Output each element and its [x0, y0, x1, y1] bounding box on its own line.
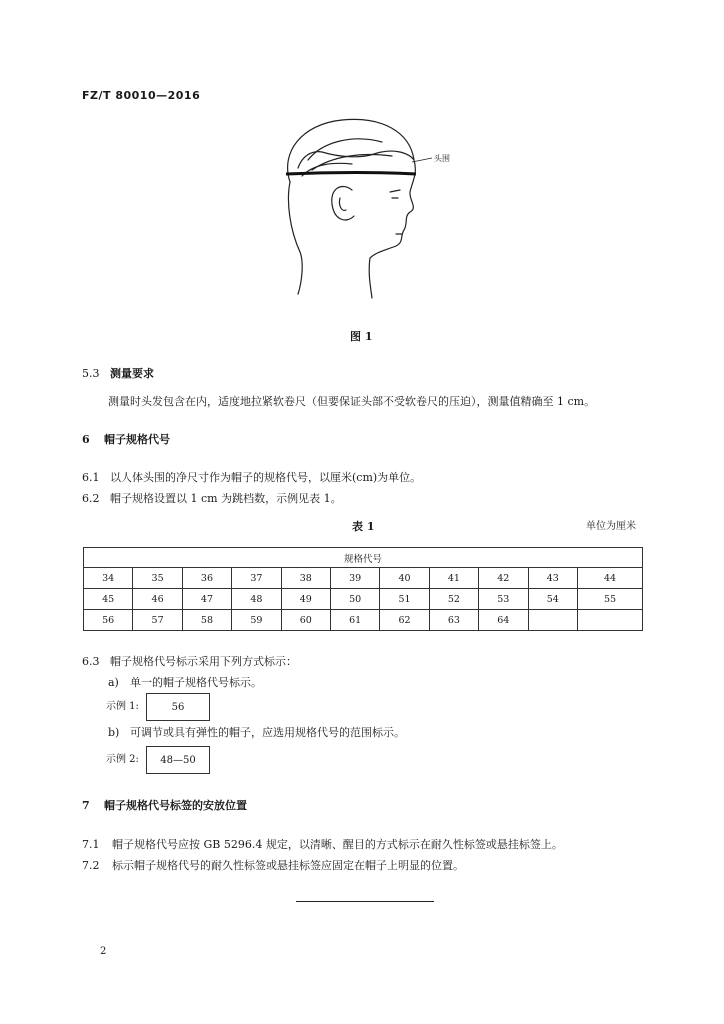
back-of-head	[288, 182, 302, 294]
table-cell	[528, 610, 577, 631]
callout-leader-line	[412, 158, 432, 162]
figure-caption: 图 1	[350, 330, 373, 343]
section-5-3-title: 测量要求	[110, 367, 154, 380]
example-2-box: 48—50	[146, 746, 210, 774]
table-cell: 47	[182, 589, 231, 610]
head-circumference-line	[286, 173, 416, 175]
table-cell: 51	[380, 589, 429, 610]
table-cell: 46	[133, 589, 182, 610]
example-2-label: 示例 2:	[106, 754, 139, 765]
section-7-2-number: 7.2	[82, 859, 100, 872]
table-cell: 43	[528, 568, 577, 589]
table-cell: 52	[429, 589, 478, 610]
end-of-document-rule	[296, 901, 434, 902]
standard-code-header: FZ/T 80010—2016	[82, 89, 201, 102]
section-5-3-number: 5.3	[82, 367, 100, 380]
table-cell: 39	[330, 568, 379, 589]
table-cell: 36	[182, 568, 231, 589]
section-6-2-text: 帽子规格设置以 1 cm 为跳档数，示例见表 1。	[110, 492, 342, 505]
size-code-table	[83, 547, 643, 631]
section-6-3-number: 6.3	[82, 655, 100, 668]
section-6-title: 帽子规格代号	[104, 433, 170, 446]
table-cell: 63	[429, 610, 478, 631]
item-b-label: b)	[108, 726, 120, 739]
table-cell: 64	[479, 610, 528, 631]
item-a-text: 单一的帽子规格代号标示。	[130, 676, 262, 689]
table-cell: 58	[182, 610, 231, 631]
section-6-number: 6	[82, 433, 90, 446]
item-b-text: 可调节或具有弹性的帽子，应选用规格代号的范围标示。	[130, 726, 405, 739]
table-cell: 37	[232, 568, 281, 589]
table-title: 表 1	[352, 520, 375, 533]
section-7-1-number: 7.1	[82, 838, 100, 851]
table-row	[84, 568, 643, 589]
section-6-2-number: 6.2	[82, 492, 100, 505]
table-cell: 35	[133, 568, 182, 589]
table-cell: 54	[528, 589, 577, 610]
table-cell: 61	[330, 610, 379, 631]
example-1-box: 56	[146, 693, 210, 721]
section-6-1-number: 6.1	[82, 471, 100, 484]
section-6-3-text: 帽子规格代号标示采用下列方式标示：	[110, 655, 297, 668]
table-cell: 56	[84, 610, 133, 631]
table-cell: 41	[429, 568, 478, 589]
table-cell: 40	[380, 568, 429, 589]
table-cell: 49	[281, 589, 330, 610]
hair-strands	[302, 139, 392, 176]
table-cell: 48	[232, 589, 281, 610]
page-number: 2	[100, 946, 107, 957]
callout-label: 头围	[434, 154, 450, 163]
table-unit: 单位为厘米	[586, 521, 636, 532]
ear-outline	[332, 186, 354, 220]
table-cell: 53	[479, 589, 528, 610]
table-cell: 44	[578, 568, 643, 589]
head-circumference-figure	[272, 112, 452, 302]
section-7-title: 帽子规格代号标签的安放位置	[104, 799, 247, 812]
table-cell: 45	[84, 589, 133, 610]
section-7-number: 7	[82, 799, 90, 812]
section-6-1-text: 以人体头围的净尺寸作为帽子的规格代号，以厘米(cm)为单位。	[110, 471, 422, 484]
table-cell: 60	[281, 610, 330, 631]
section-5-3-body: 测量时头发包含在内，适度地拉紧软卷尺（但要保证头部不受软卷尺的压迫），测量值精确至 1 cm。	[108, 395, 596, 408]
table-cell: 62	[380, 610, 429, 631]
table-cell: 38	[281, 568, 330, 589]
table-cell: 59	[232, 610, 281, 631]
section-7-2-text: 标示帽子规格代号的耐久性标签或悬挂标签应固定在帽子上明显的位置。	[112, 859, 464, 872]
table-header-cell: 规格代号	[84, 548, 643, 568]
table-header-row	[84, 548, 643, 568]
table-row	[84, 589, 643, 610]
eye-mark	[390, 190, 400, 198]
item-a-label: a)	[108, 676, 119, 689]
table-cell: 57	[133, 610, 182, 631]
table-cell: 50	[330, 589, 379, 610]
table-cell: 55	[578, 589, 643, 610]
table-cell: 34	[84, 568, 133, 589]
neck-front	[369, 258, 372, 298]
example-1-label: 示例 1:	[106, 701, 139, 712]
section-7-1-text: 帽子规格代号应按 GB 5296.4 规定，以清晰、醒目的方式标示在耐久性标签或悬挂标签上。	[112, 838, 563, 851]
table-cell: 42	[479, 568, 528, 589]
table-row	[84, 610, 643, 631]
table-cell	[578, 610, 643, 631]
